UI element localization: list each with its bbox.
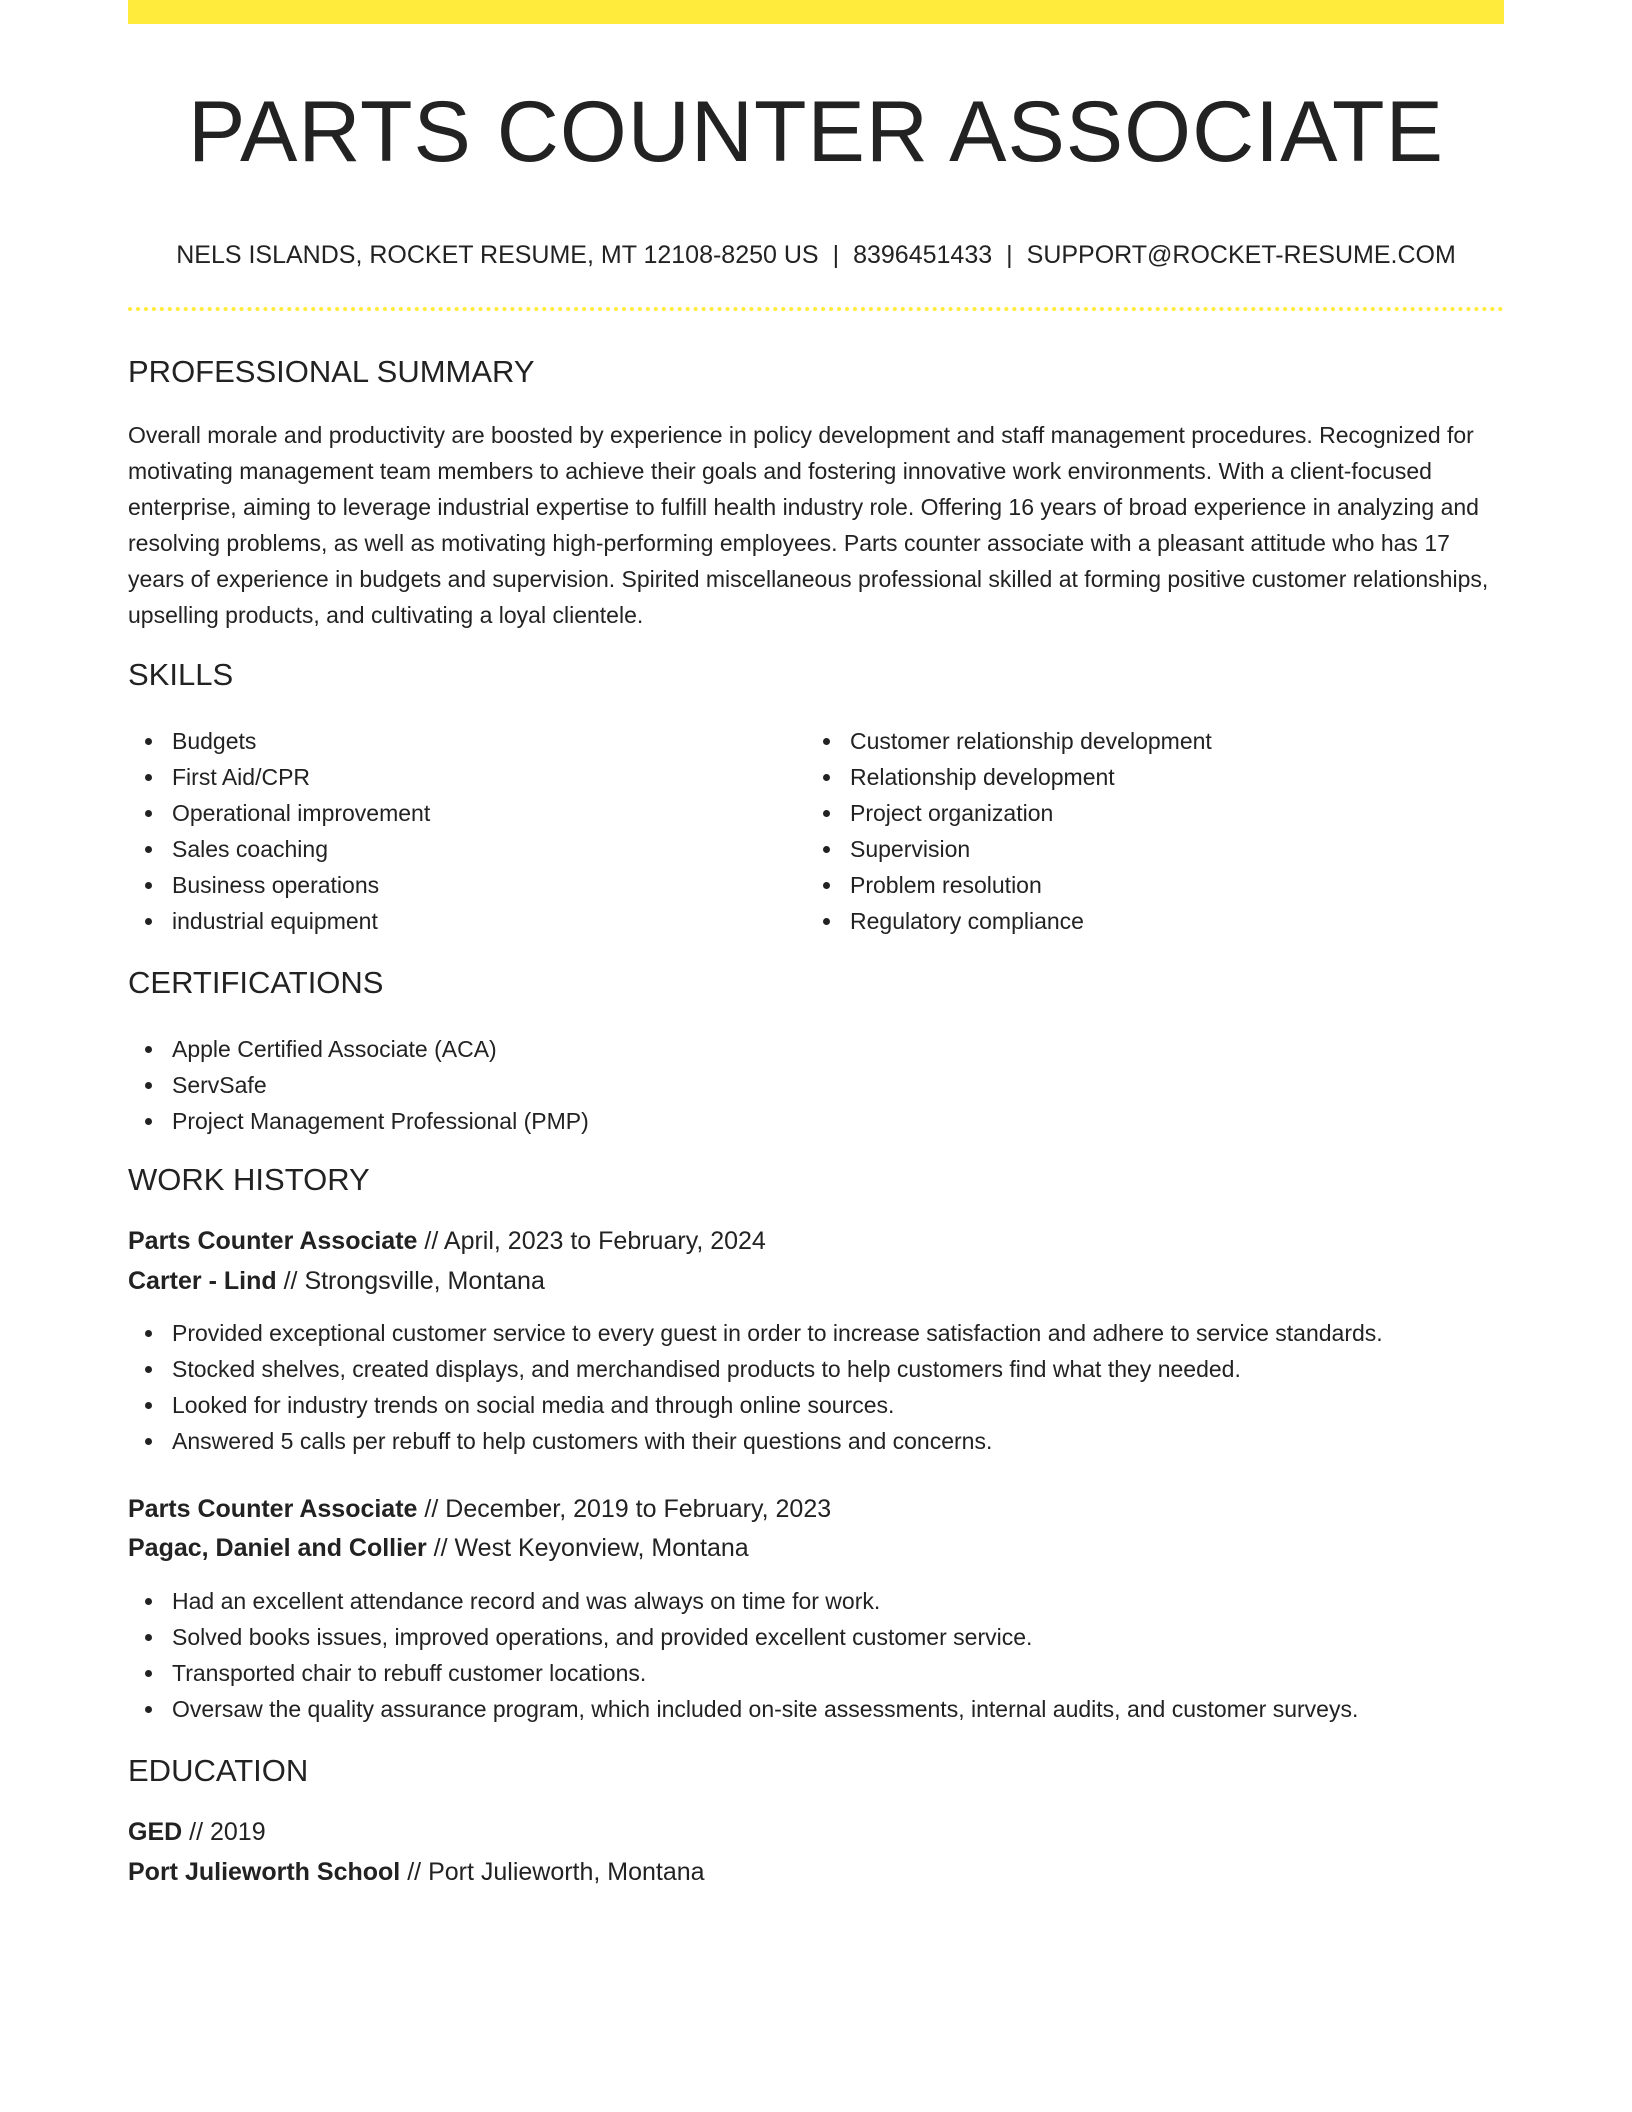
job-divider: // xyxy=(424,1495,439,1523)
skill-item: Sales coaching xyxy=(128,831,806,867)
job-company: Pagac, Daniel and Collier xyxy=(128,1534,427,1562)
job-bullet: Answered 5 calls per rebuff to help customers with their questions and concerns. xyxy=(128,1423,1504,1459)
skills-list-left xyxy=(128,723,806,939)
education-year: 2019 xyxy=(210,1818,266,1846)
skill-item: Regulatory compliance xyxy=(806,903,1504,939)
skill-item: industrial equipment xyxy=(128,903,806,939)
job-bullet: Oversaw the quality assurance program, which included on-site assessments, internal audits, and customer surveys. xyxy=(128,1691,1504,1727)
skill-item: Supervision xyxy=(806,831,1504,867)
education-degree: GED xyxy=(128,1818,183,1846)
section-title-skills: SKILLS xyxy=(128,657,234,692)
certification-item: Apple Certified Associate (ACA) xyxy=(128,1031,1504,1067)
skill-item: Budgets xyxy=(128,723,806,759)
job-divider: // xyxy=(424,1227,439,1255)
job-divider: // xyxy=(283,1267,298,1295)
summary-text: Overall morale and productivity are boosted by experience in policy development and staff management procedures. Recognized for motivating management team members to achieve their goals and fostering innovative work environments. With a client-focused enterprise, aiming to leverage industrial expertise to fulfill health industry role. Offering 16 years of broad experience in analyzing and resolving problems, as well as motivating high-performing employees. Parts counter associate with a pleasant attitude who has 17 years of experience in budgets and supervision. Spirited miscellaneous professional skilled at forming positive customer relationships, upselling products, and cultivating a loyal clientele. xyxy=(128,422,1489,628)
skill-item: Business operations xyxy=(128,867,806,903)
education-divider: // xyxy=(407,1858,422,1886)
contact-separator: | xyxy=(1006,241,1013,269)
job-bullet: Transported chair to rebuff customer locations. xyxy=(128,1655,1504,1691)
certification-item: Project Management Professional (PMP) xyxy=(128,1103,1504,1139)
job-bullets xyxy=(128,1583,1504,1727)
job-company-line xyxy=(128,1261,545,1301)
contact-address: NELS ISLANDS, ROCKET RESUME, MT 12108-8250 US xyxy=(176,241,819,269)
skill-item: Operational improvement xyxy=(128,795,806,831)
job-bullet: Solved books issues, improved operations, and provided excellent customer service. xyxy=(128,1619,1504,1655)
skill-item: Relationship development xyxy=(806,759,1504,795)
contact-separator: | xyxy=(832,241,840,269)
skills-list-right xyxy=(806,723,1504,939)
job-divider: // xyxy=(433,1534,448,1562)
education-location: Port Julieworth, Montana xyxy=(428,1858,705,1886)
job-location: Strongsville, Montana xyxy=(304,1267,545,1295)
contact-line xyxy=(128,237,1504,273)
job-dates: December, 2019 to February, 2023 xyxy=(445,1495,832,1523)
header-divider xyxy=(128,307,1504,311)
job-bullet: Had an excellent attendance record and was always on time for work. xyxy=(128,1583,1504,1619)
certification-item: ServSafe xyxy=(128,1067,1504,1103)
section-title-work-history: WORK HISTORY xyxy=(128,1162,370,1197)
job-bullet: Provided exceptional customer service to every guest in order to increase satisfaction and adhere to service standards. xyxy=(128,1315,1504,1351)
certifications-list xyxy=(128,1031,1504,1139)
education-divider: // xyxy=(189,1818,204,1846)
education-school-line xyxy=(128,1852,705,1892)
job-bullet: Stocked shelves, created displays, and merchandised products to help customers find what they needed. xyxy=(128,1351,1504,1387)
skill-item: Problem resolution xyxy=(806,867,1504,903)
job-role: Parts Counter Associate xyxy=(128,1495,418,1523)
section-title-certifications: CERTIFICATIONS xyxy=(128,965,384,1000)
contact-phone: 8396451433 xyxy=(853,241,993,269)
job-dates: April, 2023 to February, 2024 xyxy=(443,1227,766,1255)
job-company-line xyxy=(128,1528,749,1568)
resume-page xyxy=(128,0,1504,2112)
job-bullet: Looked for industry trends on social media and through online sources. xyxy=(128,1387,1504,1423)
skill-item: Customer relationship development xyxy=(806,723,1504,759)
job-role: Parts Counter Associate xyxy=(128,1227,418,1255)
accent-bar xyxy=(128,0,1504,24)
job-title-line xyxy=(128,1221,766,1261)
section-title-summary: PROFESSIONAL SUMMARY xyxy=(128,354,535,389)
skill-item: First Aid/CPR xyxy=(128,759,806,795)
section-title-education: EDUCATION xyxy=(128,1753,309,1788)
resume-name: PARTS COUNTER ASSOCIATE xyxy=(188,84,1444,180)
education-degree-line xyxy=(128,1812,266,1852)
job-company: Carter - Lind xyxy=(128,1267,277,1295)
job-title-line xyxy=(128,1489,831,1529)
contact-email: SUPPORT@ROCKET-RESUME.COM xyxy=(1026,241,1456,269)
job-bullets xyxy=(128,1315,1504,1459)
education-school: Port Julieworth School xyxy=(128,1858,401,1886)
skill-item: Project organization xyxy=(806,795,1504,831)
job-location: West Keyonview, Montana xyxy=(454,1534,749,1562)
